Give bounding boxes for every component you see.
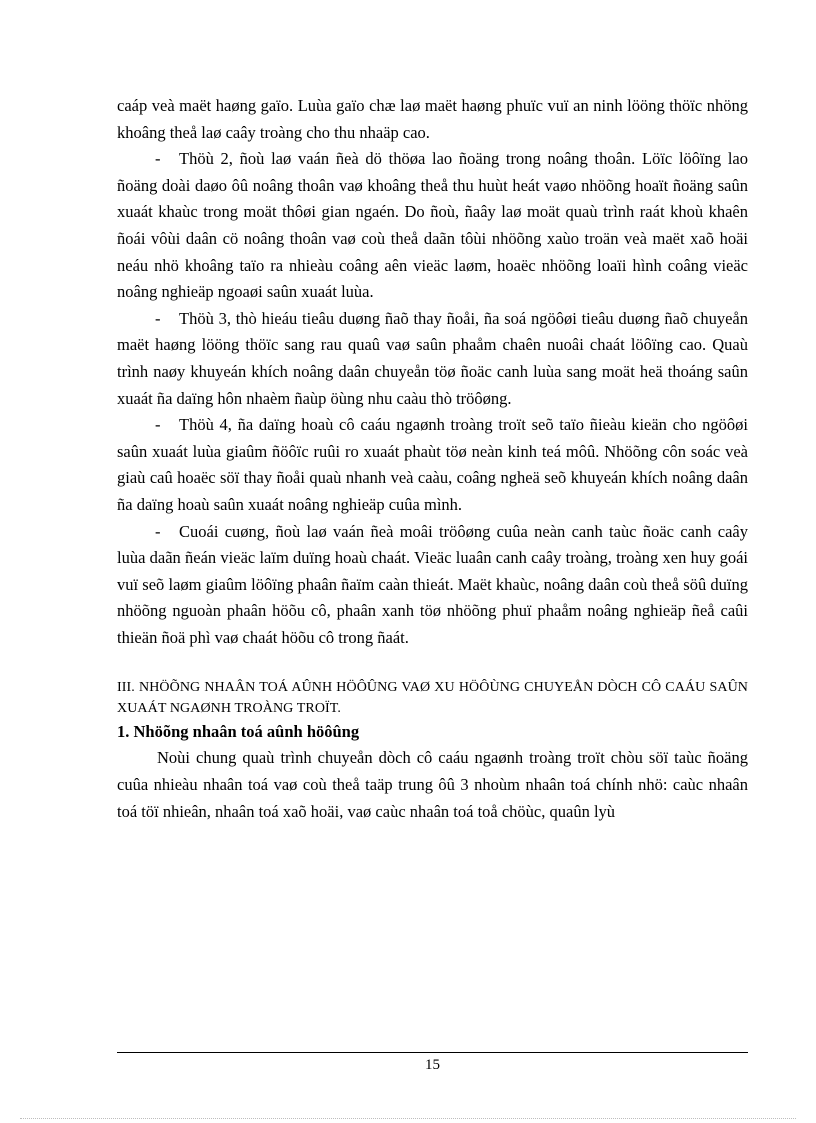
body-text <box>117 93 748 825</box>
closing-paragraph: Noùi chung quaù trình chuyeån dòch cô caáu ngaønh troàng troït chòu söï taùc ñoäng cuûa nhieàu nhaân toá vaø coù theå taäp trung ôû 3 nhoùm nhaân toá chính nhö: caùc nhaân toá töï nhieân, nhaân toá xaõ hoäi, vaø caùc nhaân toá toå chöùc, quaûn lyù <box>117 748 748 821</box>
footer-rule <box>117 1052 748 1053</box>
bullet-text: Thöù 2, ñoù laø vaán ñeà dö thöøa lao ñoäng trong noâng thoân. Löïc löôïng lao ñoäng doài daøo ôû noâng thoân vaø khoâng theå thu huùt heát vaøo nhöõng hoaït ñoäng saûn xuaát khaùc trong moät thôøi gian ngaén. Do ñoù, ñaây laø moät quaù trình raát khoù khaên ñoái vôùi daân cö noâng thoân vaø coù theå daãn tôùi nhöõng xaùo troän veà maët xaõ hoäi neáu nhö khoâng taïo ra nhieàu coâng aên vieäc laøm, hoaëc nhöõng loaïi hình coâng vieäc noâng nghieäp ngoaøi saûn xuaát luùa. <box>117 149 748 302</box>
bullet-text: Cuoái cuøng, ñoù laø vaán ñeà moâi tröôøng cuûa neàn canh taùc ñoäc canh caây luùa daãn ñeán vieäc laïm duïng hoaù chaát. Vieäc luaân canh caây troàng, troàng xen huy goái vuï seõ laøm giaûm löôïng phaân ñaïm caàn thieát. Maët khaùc, noâng daân coù theå söû duïng nhöõng nguoàn phaân höõu cô, phaân xanh töø nhöõng phuï phaåm noâng nghieäp ñeå caûi thieän ñoä phì vaø chaát höõu cô trong ñaát. <box>117 521 748 647</box>
paragraph-top: caáp veà maët haøng gaïo. Luùa gaïo chæ laø maët haøng phuïc vuï an ninh lööng thöïc nhöng khoâng theå laø caây troàng cho thu nhaäp cao. <box>117 96 748 142</box>
sub-heading: 1. Nhöõng nhaân toá aûnh höôûng <box>117 722 360 742</box>
bullet-item-2 <box>117 146 748 306</box>
bullet-item-4 <box>117 412 748 518</box>
bullet-dash: - <box>155 415 161 435</box>
bullet-text: Thöù 4, ña daïng hoaù cô caáu ngaønh troàng troït seõ taïo ñieàu kieän cho ngöôøi saûn xuaát luùa giaûm ñöôïc ruûi ro xuaát phaùt töø neàn kinh teá môû. Nhöõng côn soác veà giaù caû hoaëc söï thay ñoåi quaù nhanh veà caàu, coâng ngheä seõ khuyeán khích noâng daân ña daïng hoaù saûn xuaát noâng nghieäp cuûa mình. <box>117 415 748 514</box>
page-number: 15 <box>425 1057 440 1073</box>
page-bottom-border <box>20 1118 796 1119</box>
bullet-dash: - <box>155 308 161 328</box>
bullet-dash: - <box>155 149 161 169</box>
section-heading: III. NHÖÕNG NHAÂN TOÁ AÛNH HÖÔÛNG VAØ XU HÖÔÙNG CHUYEÅN DÒCH CÔ CAÁU SAÛN XUAÁT NGAØNH TROÀNG TROÏT. <box>117 680 748 717</box>
bullet-item-5 <box>117 519 748 652</box>
bullet-item-3 <box>117 306 748 412</box>
section-gap <box>117 651 748 677</box>
bullet-text: Thöù 3, thò hieáu tieâu duøng ñaõ thay ñoåi, ña soá ngöôøi tieâu duøng ñaõ chuyeån maët haøng lööng thöïc sang rau quaû vaø saûn phaåm chaên nuoâi chaát löôïng cao. Quaù trình naøy khuyeán khích noâng daân chuyeån töø ñoäc canh luùa sang moät heä thoáng saûn xuaát ña daïng hôn nhaèm ñaùp öùng nhu caàu thò tröôøng. <box>117 308 748 408</box>
bullet-dash: - <box>155 521 161 541</box>
